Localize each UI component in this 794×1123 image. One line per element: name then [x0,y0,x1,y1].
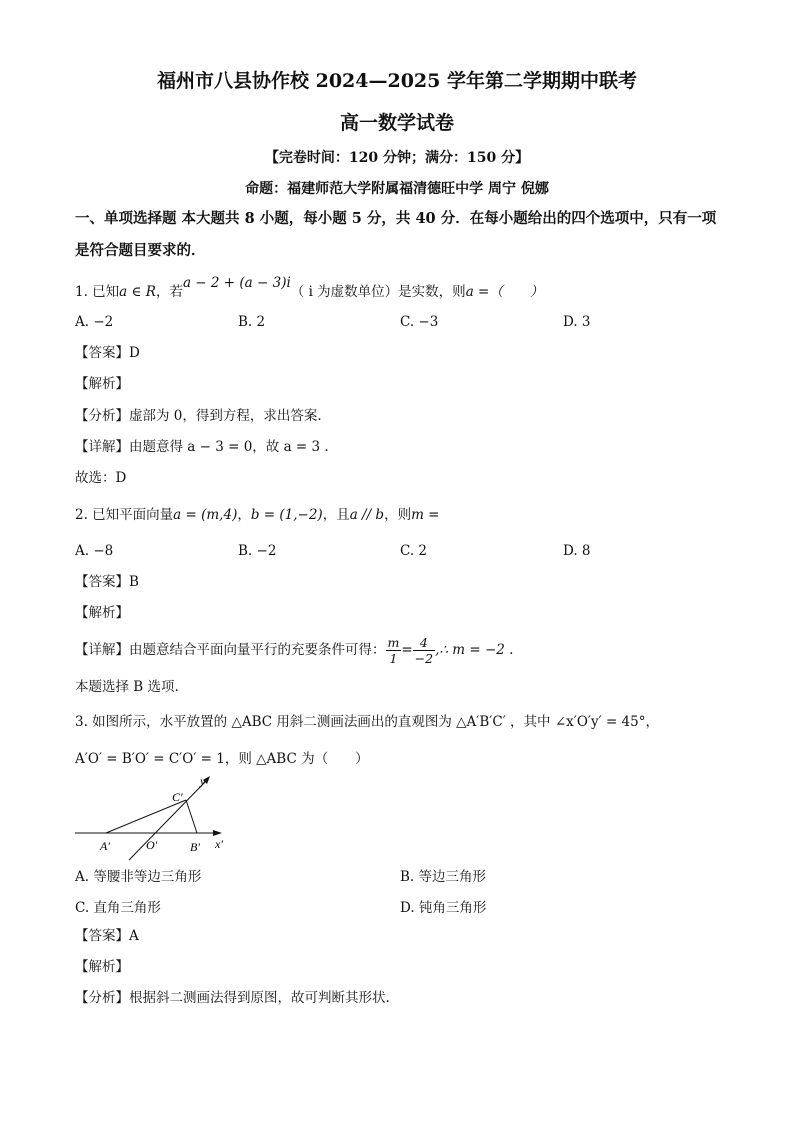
segment-ac [106,800,186,833]
q1-option-d: D. 3 [563,314,591,330]
label-a: A′ [100,839,110,853]
q2-frac2-den: −2 [414,651,434,666]
q2-vec-b: b = (1,−2) [250,507,323,523]
exam-subtitle: 高一数学试卷 [339,112,454,134]
q2-vec-a: a = (m,4) [173,507,238,523]
q2-detail [75,632,513,668]
q2-stem-a: 2. 已知平面向量 [75,507,174,523]
q2-option-c: C. 2 [400,543,428,559]
q2-fraction-2 [413,635,435,666]
q2-ask: m = [411,507,440,523]
exam-authors: 命题：福建师范大学附属福清德旺中学 周宁 倪娜 [245,181,549,197]
q3-option-d: D. 钝角三角形 [400,900,487,916]
q1-stem [75,275,544,301]
q3-fenxi: 【分析】根据斜二测画法得到原图，故可判断其形状. [75,990,390,1006]
segment-cb [186,800,197,833]
label-x: x′ [215,837,223,851]
q2-analysis: 【解析】 [75,605,129,621]
q3-analysis: 【解析】 [75,959,129,975]
q1-analysis: 【解析】 [75,376,129,392]
q1-option-b: B. 2 [238,314,266,330]
q2-eq: = [401,642,413,658]
label-c: C′ [172,790,183,804]
q3-option-a: A. 等腰非等边三角形 [75,869,202,885]
q1-stem-a: 1. 已知 [75,284,120,300]
q3-line-2: A′O′ = B′O′ = C′O′ = 1，则 △ABC 为（ ） [75,751,369,767]
exam-info: 【完卷时间：120 分钟；满分：150 分】 [264,150,530,166]
q2-fraction-1 [386,635,402,666]
q1-option-c: C. −3 [400,314,439,330]
q2-option-b: B. −2 [238,543,277,559]
q2-stem-c: ，则 [384,507,412,523]
q1-option-a: A. −2 [75,314,114,330]
q1-fenxi: 【分析】虚部为 0，得到方程，求出答案. [75,408,322,424]
q1-choose: 故选：D [75,470,127,486]
label-y: y′ [200,774,208,788]
section-heading: 一、单项选择题 本大题共 8 小题，每小题 5 分，共 40 分．在每小题给出的四个选项中，只有一项是符合题目要求的． [75,210,717,259]
q2-option-d: D. 8 [563,543,591,559]
x-axis-arrow [213,830,222,836]
q1-ask: a =（ ） [465,284,544,300]
q2-stem [75,506,439,524]
oblique-projection-figure [72,770,242,862]
q2-detail-a: 【详解】由题意结合平面向量平行的充要条件可得： [75,642,386,658]
q3-option-b: B. 等边三角形 [400,869,487,885]
q3-answer: 【答案】A [75,928,139,944]
label-b: B′ [190,840,200,854]
q1-cond: a ∈ R [119,284,156,300]
q2-sep: ， [237,507,251,523]
q2-frac1-den: 1 [389,651,398,666]
q2-option-a: A. −8 [75,543,114,559]
q2-stem-b: ，且 [322,507,350,523]
q2-frac2-num: 4 [413,635,435,651]
q1-stem-b: ，若 [155,284,183,300]
label-o: O′ [146,838,158,852]
q1-stem-c: （ i 为虚数单位）是实数，则 [290,284,466,300]
q2-parallel: a // b [349,507,385,523]
q3-option-c: C. 直角三角形 [75,900,161,916]
q3-line-1: 3. 如图所示，水平放置的 △ABC 用斜二测画法画出的直观图为 △A′B′C′ ，其中 ∠x′O′y′ = 45°， [75,714,659,730]
q2-frac1-num: m [387,635,400,650]
q2-detail-b: ,∴ m = −2 . [435,642,514,658]
q1-answer: 【答案】D [75,345,140,361]
exam-title: 福州市八县协作校 2024—2025 学年第二学期期中联考 [157,70,637,92]
q2-answer: 【答案】B [75,574,139,590]
q1-detail: 【详解】由题意得 a − 3 = 0，故 a = 3 . [75,439,329,455]
q1-expr: a − 2 + (a − 3)i [182,275,291,291]
q2-choose: 本题选择 B 选项. [75,679,179,695]
